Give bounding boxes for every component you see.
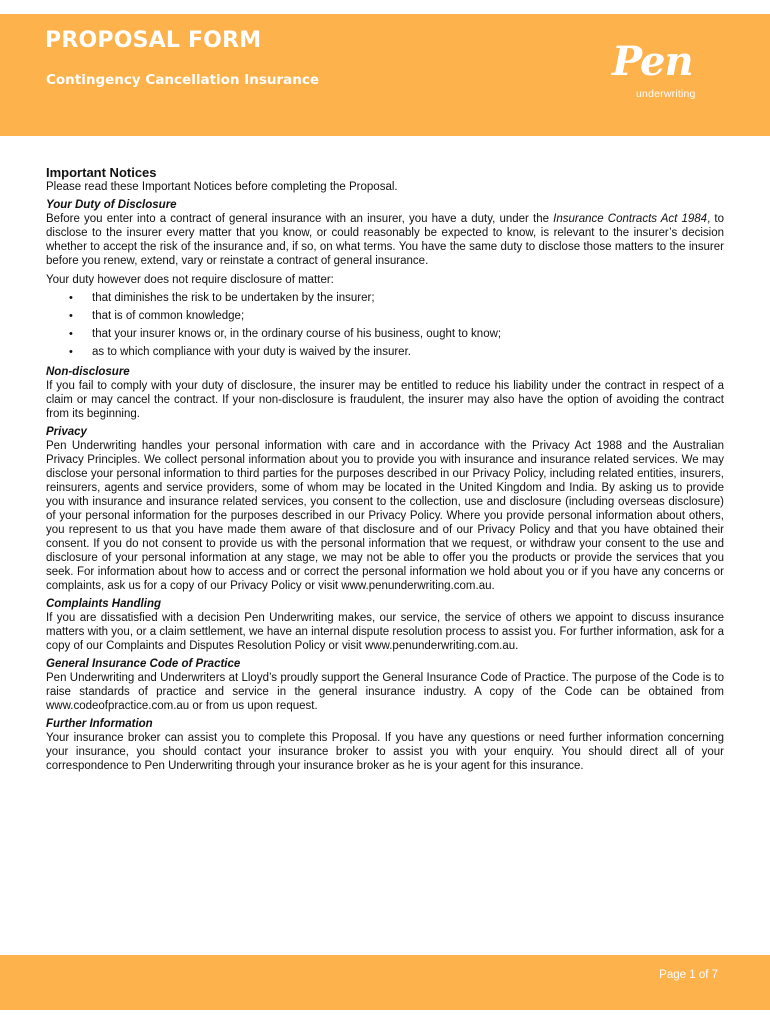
code-of-practice-text: Pen Underwriting and Underwriters at Lloyd’s proudly support the General Insurance Code of Practice. The purpose of the Code is to raise standards of practice and service in the general insurance industry. A copy of the Code can be obtained from www.codeofpractice.com.au or from us upon request. xyxy=(46,672,724,712)
page-number: Page 1 of 7 xyxy=(659,969,718,981)
list-item xyxy=(46,307,724,325)
act-title: Insurance Contracts Act 1984 xyxy=(553,213,708,225)
header-banner xyxy=(0,14,770,136)
list-item xyxy=(46,343,724,361)
duty-text-start: Before you enter into a contract of general insurance with an insurer, you have a duty, under the xyxy=(46,213,554,225)
notices-content xyxy=(46,165,724,773)
duty-paragraph xyxy=(46,212,724,268)
duty-exceptions-list xyxy=(46,289,724,361)
further-information-text: Your insurance broker can assist you to complete this Proposal. If you have any questions or need further information concerning your insurance, you should contact your insurance broker to assist you with your enquiry. You should direct all of your correspondence to Pen Underwriting through your insurance broker as he is your agent for this insurance. xyxy=(46,732,724,772)
list-item-text: that diminishes the risk to be undertaken by the insurer; xyxy=(92,292,375,304)
duty-heading: Your Duty of Disclosure xyxy=(46,199,177,211)
further-information-heading: Further Information xyxy=(46,718,153,730)
logo-tagline: underwriting xyxy=(636,88,696,100)
privacy-text: Pen Underwriting handles your personal information with care and in accordance with the Privacy Act 1988 and the Australian Privacy Principles. We collect personal information about you to provide you with insurance and insurance related services. We may disclose your personal information to third parties for the purposes described in our Privacy Policy, including related entities, insurers, reinsurers, agents and service providers, some of whom may be located in the United Kingdom and India. By asking us to provide you with insurance and insurance related services, you consent to the collection, use and disclosure (including overseas disclosure) of your personal information for the purposes described in our Privacy Policy. Where you provide personal information about others, you represent to us that you have made them aware of that disclosure and of our Privacy Policy and that you have obtained their consent. If you do not consent to provide us with the personal information that we request, or withdraw your consent to the use and disclosure of your personal information at any stage, we may not be able to offer you the products or provide the services that you seek. For information about how to access and or correct the personal information we hold about you or if you have any concerns or complaints, ask us for a copy of our Privacy Policy or visit www.penunderwriting.com.au. xyxy=(46,440,724,592)
bullet-icon: • xyxy=(69,346,73,358)
list-item-text: as to which compliance with your duty is waived by the insurer. xyxy=(92,346,411,358)
list-item xyxy=(46,325,724,343)
bullet-icon: • xyxy=(69,310,73,322)
important-notices-heading: Important Notices xyxy=(46,165,157,180)
page-subtitle: Contingency Cancellation Insurance xyxy=(46,72,320,88)
list-item-text: that your insurer knows or, in the ordinary course of his business, ought to know; xyxy=(92,328,502,340)
nondisclosure-text: If you fail to comply with your duty of disclosure, the insurer may be entitled to reduce his liability under the contract in respect of a claim or may cancel the contract. If your non-disclosure is fraudulent, the insurer may also have the option of avoiding the contract from its beginning. xyxy=(46,380,724,420)
bullet-icon: • xyxy=(69,292,73,304)
privacy-heading: Privacy xyxy=(46,426,87,438)
duty-exceptions-intro: Your duty however does not require disclosure of matter: xyxy=(46,274,334,286)
complaints-text: If you are dissatisfied with a decision Pen Underwriting makes, our service, the service of others we appoint to discuss insurance matters with you, or a claim settlement, we have an internal dispute resolution process to assist you. For further information, ask for a copy of our Complaints and Disputes Resolution Policy or visit www.penunderwriting.com.au. xyxy=(46,612,724,652)
duty-text-end: , to disclose to the insurer every matter that you know, or could reasonably be expected to know, is relevant to the insurer’s decision whether to accept the risk of the insurance and, if so, on what terms. You have the same duty to disclose those matters to the insurer before you renew, extend, vary or reinstate a contract of general insurance. xyxy=(46,213,725,267)
logo-wordmark: Pen xyxy=(612,38,693,85)
complaints-heading: Complaints Handling xyxy=(46,598,161,610)
footer-banner xyxy=(0,955,770,1010)
list-item xyxy=(46,289,724,307)
page-title: PROPOSAL FORM xyxy=(45,28,262,53)
code-of-practice-heading: General Insurance Code of Practice xyxy=(46,658,241,670)
notices-intro: Please read these Important Notices before completing the Proposal. xyxy=(46,181,398,193)
list-item-text: that is of common knowledge; xyxy=(92,310,245,322)
bullet-icon: • xyxy=(69,328,73,340)
nondisclosure-heading: Non-disclosure xyxy=(46,366,130,378)
pen-underwriting-logo xyxy=(612,40,712,104)
